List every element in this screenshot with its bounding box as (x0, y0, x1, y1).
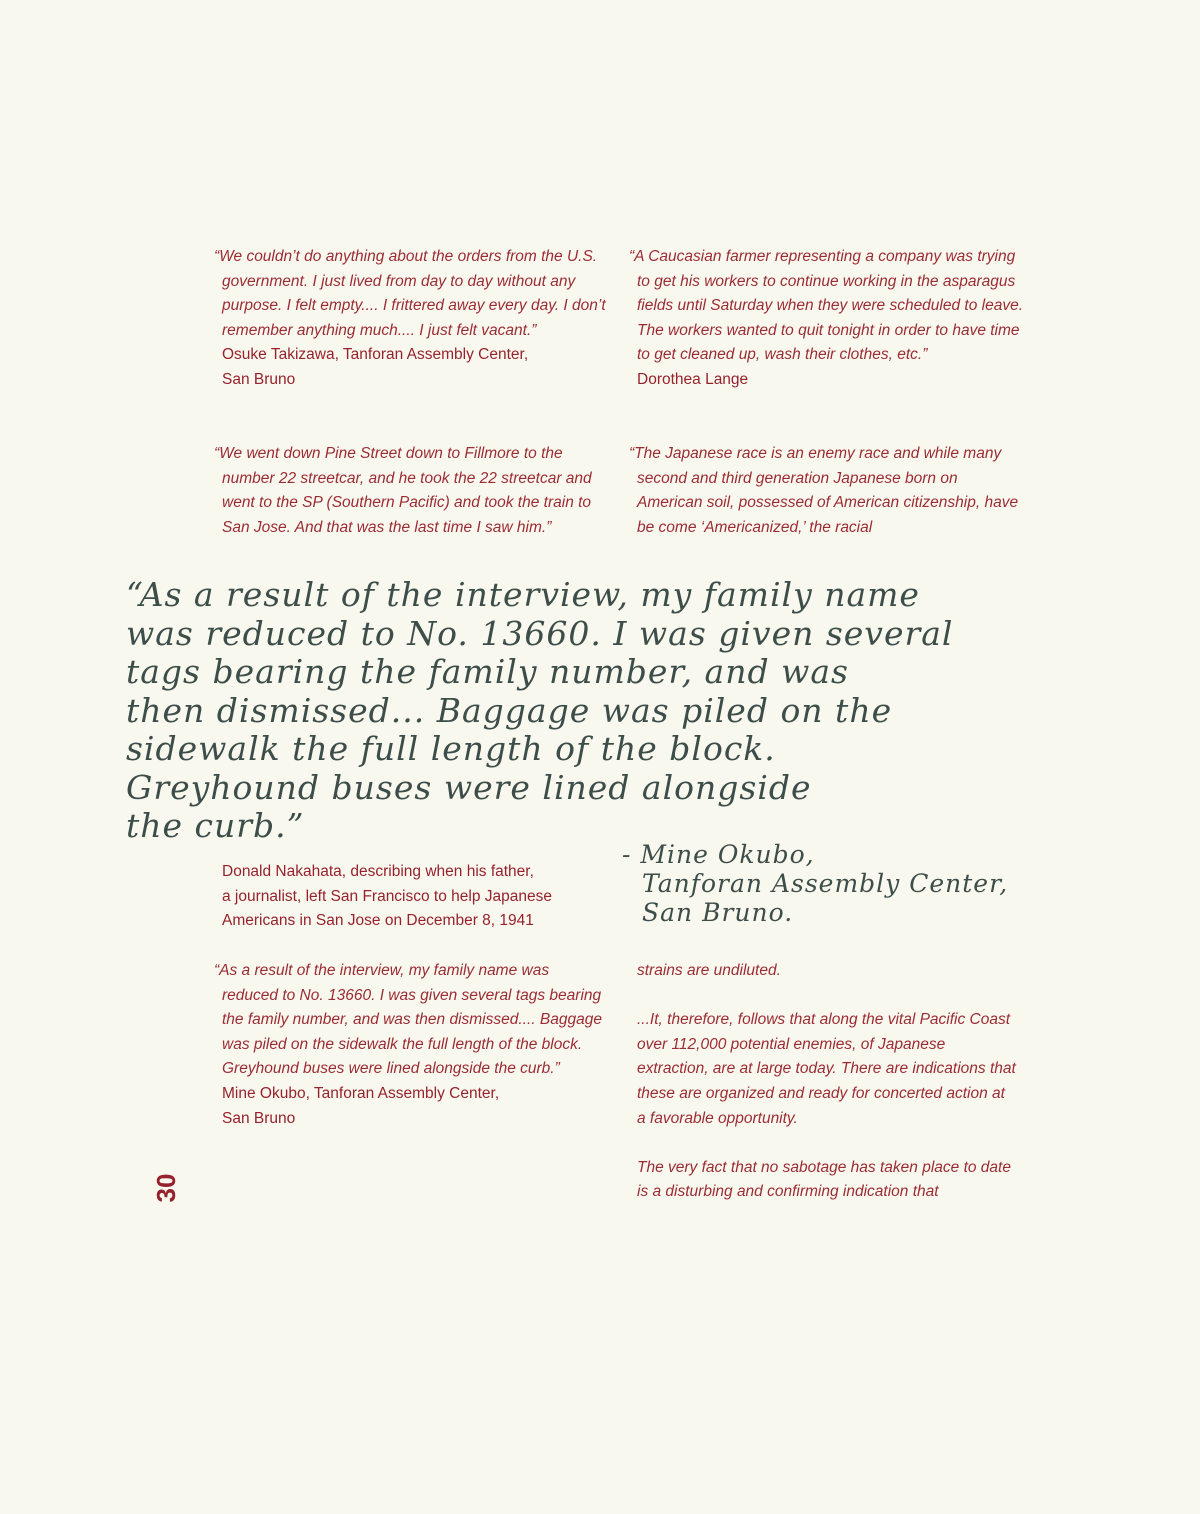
quote-lange (629, 245, 1029, 393)
quote-paragraph: ...It, therefore, follows that along the vital Pacific Coast over 112,000 potential enemies, of Japanese extraction, are at large today. There are indications that these are organized and ready for concerted action at a favorable opportunity. (637, 1011, 1016, 1127)
signature-line: San Bruno. (642, 898, 794, 927)
quote-nakahata-attribution (214, 860, 614, 934)
quote-text: “We couldn’t do anything about the orders from the U.S. government. I just lived from day to day without any purpose. I felt empty.... I frittered away every day. I don’t remember anything much.... I just felt vacant.” (214, 248, 606, 339)
signature-line: Tanforan Assembly Center, (642, 869, 1009, 898)
quote-attribution: Dorothea Lange (637, 370, 749, 388)
quote-attribution: Osuke Takizawa, Tanforan Assembly Center, (222, 346, 529, 364)
quote-nakahata (214, 442, 614, 540)
handwritten-line: was reduced to No. 13660. I was given several (126, 613, 954, 653)
quote-enemy-race-continued (637, 959, 1017, 1205)
quote-enemy-race (629, 442, 1024, 540)
quote-text: “A Caucasian farmer representing a company was trying to get his workers to continue working in the asparagus fields until Saturday when they were scheduled to leave. The workers wanted to quit tonight in order to have time to get cleaned up, wash their clothes, etc.” (629, 248, 1024, 364)
quote-attribution: Americans in San Jose on December 8, 1941 (222, 912, 534, 930)
quote-takizawa (214, 245, 609, 393)
quote-text: “We went down Pine Street down to Fillmore to the number 22 streetcar, and he took the 22 streetcar and went to the SP (Southern Pacific) and took the train to San Jose. And that was the last time I saw him.” (214, 445, 592, 536)
quote-continuation: strains are undiluted. (637, 962, 781, 979)
handwritten-line: sidewalk the full length of the block. (126, 729, 776, 768)
handwritten-line: “As a result of the interview, my family name (126, 575, 920, 614)
spacer (637, 1131, 1017, 1156)
handwritten-quote (126, 575, 954, 846)
spacer (637, 984, 1017, 1009)
handwritten-signature (622, 840, 1009, 927)
quote-paragraph: The very fact that no sabotage has taken place to date is a disturbing and confirming indication that (637, 1158, 1011, 1201)
handwritten-line: then dismissed... Baggage was piled on the (126, 690, 893, 730)
quote-text: “As a result of the interview, my family name was reduced to No. 13660. I was given several tags bearing the family number, and was then dismissed.... Baggage was piled on the sidewalk the full length of the block. Greyhound buses were lined alongside the curb.” (214, 962, 602, 1078)
handwritten-line: Greyhound buses were lined alongside (126, 767, 812, 807)
quote-okubo (214, 959, 609, 1131)
handwritten-line: tags bearing the family number, and was (126, 652, 849, 691)
quote-attribution: Mine Okubo, Tanforan Assembly Center, (222, 1084, 500, 1102)
quote-attribution: Donald Nakahata, describing when his father, (222, 863, 534, 880)
page-number: 30 (150, 1173, 181, 1203)
quote-attribution: a journalist, left San Francisco to help Japanese (222, 887, 552, 905)
quote-text: “The Japanese race is an enemy race and while many second and third generation Japanese born on American soil, possessed of American citizenship, have be come ‘Americanized,’ the racial (629, 445, 1019, 536)
handwritten-line: the curb.” (126, 806, 305, 845)
quote-attribution: San Bruno (222, 370, 296, 388)
quote-attribution: San Bruno (222, 1109, 296, 1127)
signature-line: - Mine Okubo, (622, 840, 815, 869)
